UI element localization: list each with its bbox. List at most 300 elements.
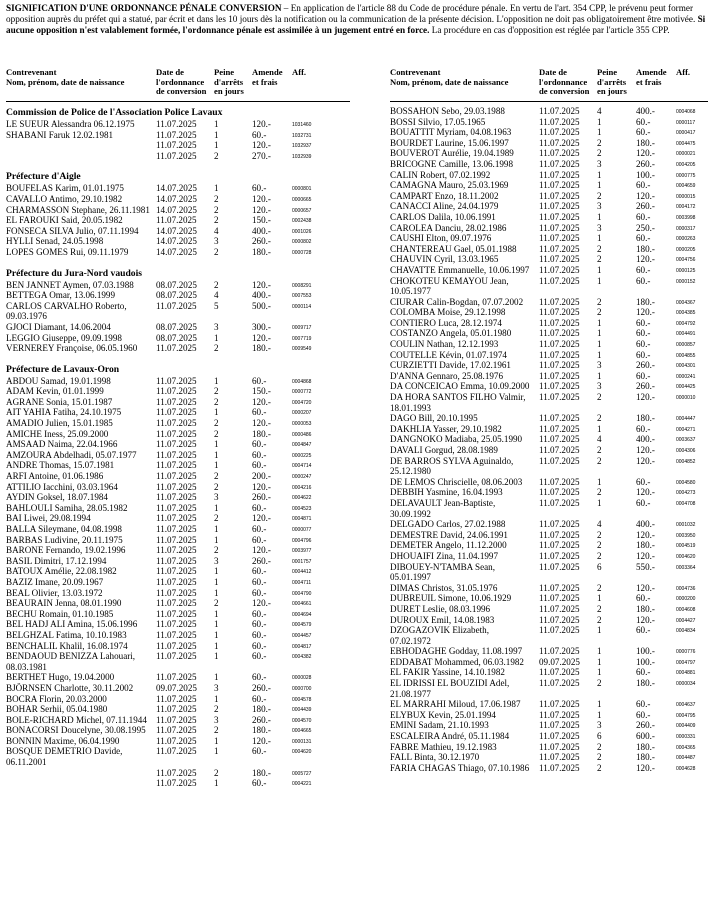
amount: 180.-: [252, 767, 271, 778]
case-number: 0004795: [676, 712, 696, 719]
offender-name: COULIN Nathan, 12.12.1993: [390, 339, 499, 350]
offender-name: CONTIERO Luca, 28.12.1974: [390, 317, 502, 328]
case-number: 0004385: [676, 310, 696, 317]
order-date: 11.07.2025: [539, 497, 580, 508]
offender-name: CHARMASSON Stephane, 26.11.1981: [6, 204, 150, 215]
order-date: 11.07.2025: [156, 704, 197, 715]
table-row: [6, 619, 350, 630]
offender-name: FONSECA SILVA Julio, 07.11.1994: [6, 225, 139, 236]
notice-title: SIGNIFICATION D'UNE ORDONNANCE PÉNALE CONVERSION: [6, 3, 282, 13]
offender-name: DE BARROS SYLVA Aguinaldo, 25.12.1980: [390, 455, 514, 477]
offender-name: [6, 140, 150, 151]
offender-name: GJOCI Diamant, 14.06.2004: [6, 321, 111, 332]
amount: 60.-: [252, 439, 267, 450]
case-number: 0004439: [292, 707, 312, 714]
case-number: 0004797: [676, 659, 696, 666]
order-date: 11.07.2025: [539, 529, 580, 540]
order-date: 11.07.2025: [156, 492, 197, 503]
order-date: 08.07.2025: [156, 279, 197, 290]
case-number: 0000241: [676, 373, 696, 380]
offender-name: COUTELLE Kévin, 01.07.1974: [390, 349, 507, 360]
penalty-days: 2: [214, 396, 219, 407]
offender-name: DIBOUEY-N'TAMBA Sean, 05.01.1997: [390, 561, 495, 583]
header-amount: Amende et frais: [636, 67, 667, 87]
offender-name: BOUATTIT Myriam, 04.08.1963: [390, 127, 512, 138]
offender-name: EDDABAT Mohammed, 06.03.1982: [390, 656, 524, 667]
table-row: [390, 381, 708, 392]
offender-name: BRICOGNE Camille, 13.06.1998: [390, 158, 514, 169]
case-number: 0004487: [676, 755, 696, 762]
case-number: 0001026: [292, 228, 312, 235]
table-row: [6, 386, 350, 397]
offender-name: EMINI Sadam, 21.10.1993: [390, 720, 489, 731]
table-row: [6, 333, 350, 344]
table-row: [390, 678, 708, 699]
penalty-days: 3: [214, 492, 219, 503]
case-number: 0004570: [292, 717, 312, 724]
penalty-days: 1: [214, 183, 219, 194]
order-date: 11.07.2025: [539, 731, 580, 742]
order-date: 11.07.2025: [156, 140, 197, 151]
case-number: 0004205: [676, 161, 696, 168]
offender-name: DEBBIH Yasmine, 16.04.1993: [390, 487, 503, 498]
order-date: 11.07.2025: [156, 150, 197, 161]
case-number: 0004714: [292, 463, 312, 470]
case-number: 0004447: [676, 416, 696, 423]
header-date: Date de l'ordonnance de conversion: [156, 67, 207, 97]
table-row: [390, 106, 708, 117]
amount: 60.-: [252, 524, 267, 534]
offender-name: HYLLI Senad, 24.05.1998: [6, 236, 104, 247]
offender-name: BARBAS Ludivine, 20.11.1975: [6, 534, 123, 545]
case-number: 0004409: [676, 723, 696, 730]
table-row: [390, 138, 708, 149]
amount: 500.-: [252, 300, 271, 311]
penalty-days: 1: [597, 264, 602, 275]
table-row: [390, 212, 708, 223]
table-row: [390, 191, 708, 202]
amount: 60.-: [252, 375, 267, 386]
amount: 100.-: [636, 646, 655, 657]
table-row: [390, 477, 708, 488]
order-date: 11.07.2025: [539, 413, 580, 424]
offender-name: ESCALEIRA André, 05.11.1984: [390, 731, 510, 742]
header-amount: Amende et frais: [252, 67, 283, 87]
penalty-days: 1: [214, 629, 219, 640]
offender-name: DAVALI Gorgud, 28.08.1989: [390, 445, 498, 455]
table-row: [390, 763, 708, 774]
order-date: 11.07.2025: [156, 651, 197, 662]
penalty-days: 1: [214, 619, 219, 630]
penalty-days: 1: [214, 576, 219, 587]
order-date: 11.07.2025: [539, 360, 580, 371]
penalty-days: 4: [214, 225, 219, 236]
amount: 260.-: [636, 201, 655, 212]
order-date: 11.07.2025: [156, 502, 197, 513]
table-row: [6, 301, 350, 322]
table-row: [6, 280, 350, 291]
offender-name: CALIN Robert, 07.02.1992: [390, 169, 491, 180]
order-date: 09.07.2025: [539, 656, 580, 667]
penalty-days: 1: [597, 317, 602, 328]
case-number: 0000700: [292, 685, 312, 692]
offender-name: BEAURAIN Jenna, 08.01.1990: [6, 598, 122, 609]
case-number: 0000117: [676, 119, 696, 126]
penalty-days: 1: [597, 169, 602, 180]
order-date: 11.07.2025: [539, 106, 580, 116]
case-number: 0004578: [292, 696, 312, 703]
offender-name: AGRANE Sonia, 15.01.1987: [6, 396, 113, 407]
offender-name: BOSQUE DEMETRIO Davide, 06.11.2001: [6, 746, 123, 768]
table-row: [6, 376, 350, 387]
offender-name: DUBREUIL Simone, 10.06.1929: [390, 593, 512, 604]
case-number: 0004736: [676, 585, 696, 592]
table-row: [6, 556, 350, 567]
amount: 260.-: [252, 492, 271, 503]
case-number: 0000775: [676, 172, 696, 179]
header-date: Date de l'ordonnance de conversion: [539, 67, 590, 97]
table-row: [390, 615, 708, 626]
amount: 60.-: [252, 619, 267, 630]
order-date: 11.07.2025: [156, 640, 197, 651]
order-date: 11.07.2025: [539, 519, 580, 530]
offender-name: ELYBUX Kevin, 25.01.1994: [390, 709, 496, 720]
order-date: 11.07.2025: [539, 434, 580, 445]
amount: 120.-: [636, 550, 655, 561]
case-number: 0001757: [292, 558, 312, 565]
penalty-days: 6: [597, 561, 602, 572]
offender-name: BONNIN Maxime, 06.04.1990: [6, 735, 120, 746]
amount: 60.-: [252, 587, 267, 598]
amount: 400.-: [252, 290, 271, 301]
order-date: 11.07.2025: [539, 328, 580, 339]
table-row: [390, 625, 708, 646]
penalty-days: 2: [214, 150, 219, 161]
penalty-days: 2: [597, 752, 602, 763]
order-date: 11.07.2025: [156, 449, 197, 460]
offender-name: CIURAR Calin-Bogdan, 07.07.2002: [390, 296, 524, 307]
notice-bold-text: Si aucune opposition n'est valablement formée, l'ordonnance pénale est assimilée à un jugement entré en force.: [6, 14, 706, 36]
offender-name: BAI Liwei, 29.08.1994: [6, 513, 91, 524]
amount: 150.-: [252, 386, 271, 397]
case-number: 0004659: [676, 183, 696, 190]
penalty-days: 2: [597, 529, 602, 540]
case-number: 0004711: [292, 579, 312, 586]
table-row: [6, 439, 350, 450]
penalty-days: 2: [597, 540, 602, 551]
penalty-days: 5: [214, 300, 219, 311]
order-date: 11.07.2025: [539, 158, 580, 169]
table-row: [6, 205, 350, 216]
amount: 260.-: [636, 381, 655, 392]
order-date: 11.07.2025: [156, 534, 197, 545]
table-row: [6, 768, 350, 779]
table-row: [390, 371, 708, 382]
table-row: [6, 566, 350, 577]
offender-name: [6, 768, 150, 779]
penalty-days: 2: [214, 598, 219, 609]
order-date: 14.07.2025: [156, 236, 197, 247]
offender-name: CURZIETTI Davide, 17.02.1961: [390, 360, 511, 371]
amount: 120.-: [252, 396, 271, 407]
penalty-days: 1: [597, 180, 602, 191]
order-date: 11.07.2025: [156, 386, 197, 397]
case-number: 0004817: [292, 643, 312, 650]
offender-name: DE LEMOS Chriscielle, 08.06.2003: [390, 476, 523, 487]
order-date: 11.07.2025: [156, 396, 197, 407]
order-date: 11.07.2025: [539, 254, 580, 265]
table-row: [6, 226, 350, 237]
amount: 60.-: [252, 407, 267, 418]
penalty-days: 1: [214, 587, 219, 598]
order-date: 11.07.2025: [156, 119, 197, 129]
case-number: 0000772: [292, 389, 312, 396]
penalty-days: 2: [597, 190, 602, 201]
table-row: [390, 519, 708, 530]
amount: 120.-: [252, 418, 271, 429]
case-number: 0004457: [292, 632, 312, 639]
offender-name: BALLA Sileymane, 04.08.1998: [6, 524, 122, 534]
order-date: 11.07.2025: [539, 709, 580, 720]
order-date: 14.07.2025: [156, 193, 197, 204]
offender-name: BOURDET Laurine, 15.06.1997: [390, 137, 509, 148]
order-date: 11.07.2025: [539, 392, 580, 403]
table-row: [6, 651, 350, 672]
order-date: 11.07.2025: [156, 735, 197, 746]
amount: 400.-: [636, 434, 655, 445]
case-number: 0004852: [676, 458, 696, 465]
amount: 120.-: [636, 529, 655, 540]
amount: 600.-: [636, 731, 655, 742]
penalty-days: 2: [214, 215, 219, 226]
amount: 60.-: [636, 709, 651, 720]
case-number: 0004271: [676, 426, 696, 433]
notice-legal-basis: – En application de l'article 88 du Code de procédure pénale.: [281, 3, 508, 13]
amount: 60.-: [636, 497, 651, 508]
amount: 260.-: [636, 158, 655, 169]
order-date: 11.07.2025: [156, 693, 197, 704]
order-date: 11.07.2025: [539, 296, 580, 307]
amount: 120.-: [636, 445, 655, 455]
header-aff: Aff.: [676, 67, 691, 77]
order-date: 11.07.2025: [156, 215, 197, 226]
order-date: 11.07.2025: [539, 307, 580, 318]
penalty-days: 3: [597, 360, 602, 371]
penalty-days: 1: [214, 119, 219, 129]
case-number: 0004427: [676, 617, 696, 624]
order-date: 11.07.2025: [156, 767, 197, 778]
table-row: [390, 456, 708, 477]
offender-name: BOUFELAS Karim, 01.01.1975: [6, 183, 124, 194]
table-row: [6, 322, 350, 333]
case-number: 0000200: [676, 596, 696, 603]
order-date: 11.07.2025: [156, 566, 197, 577]
table-row: [390, 117, 708, 128]
order-date: 11.07.2025: [156, 672, 197, 683]
case-number: 0004855: [676, 352, 696, 359]
order-date: 11.07.2025: [156, 460, 197, 471]
section-title: Préfecture de Lavaux-Oron: [6, 363, 120, 375]
table-row: [390, 530, 708, 541]
offender-name: BOHAR Serhii, 05.04.1980: [6, 704, 108, 715]
penalty-days: 2: [214, 386, 219, 397]
amount: 100.-: [636, 169, 655, 180]
table-row: [6, 140, 350, 151]
penalty-days: 2: [214, 279, 219, 290]
penalty-days: 2: [214, 545, 219, 556]
case-number: 0000331: [676, 734, 696, 741]
case-number: 1031460: [292, 122, 312, 128]
header-aff: Aff.: [292, 67, 307, 77]
table-row: [390, 223, 708, 234]
offender-name: BAZIZ Imane, 20.09.1967: [6, 576, 104, 587]
amount: 60.-: [252, 629, 267, 640]
amount: 180.-: [636, 413, 655, 424]
case-number: 0000263: [676, 236, 696, 243]
offender-name: AMICHE Iness, 25.09.2000: [6, 428, 109, 439]
case-number: 1032939: [292, 153, 312, 160]
case-number: 0004580: [676, 479, 696, 486]
order-date: 11.07.2025: [539, 561, 580, 572]
case-number: 0004756: [676, 257, 696, 264]
order-date: 14.07.2025: [156, 183, 197, 194]
amount: 180.-: [636, 137, 655, 148]
table-row: [6, 513, 350, 524]
offender-name: SHABANI Faruk 12.02.1981: [6, 129, 114, 140]
case-number: 0004720: [292, 399, 312, 406]
header-penalty: Peine d'arrêts en jours: [214, 67, 244, 97]
table-row: [390, 657, 708, 668]
offender-name: LOPES GOMES Rui, 09.11.1979: [6, 246, 129, 257]
order-date: 11.07.2025: [156, 418, 197, 429]
table-row: [6, 725, 350, 736]
amount: 120.-: [636, 148, 655, 159]
penalty-days: 3: [597, 158, 602, 169]
case-number: 0000802: [292, 239, 312, 246]
order-date: 11.07.2025: [539, 699, 580, 710]
amount: 60.-: [636, 667, 651, 678]
penalty-days: 2: [597, 243, 602, 254]
amount: 120.-: [636, 190, 655, 201]
penalty-days: 2: [597, 603, 602, 614]
case-number: 0001032: [676, 522, 696, 529]
case-number: 0000114: [292, 303, 312, 310]
order-date: 11.07.2025: [539, 487, 580, 498]
penalty-days: 2: [214, 246, 219, 257]
section-title: Commission de Police de l'Association Police Lavaux: [6, 107, 223, 118]
amount: 60.-: [252, 460, 267, 471]
table-row: [390, 254, 708, 265]
order-date: 11.07.2025: [156, 343, 197, 354]
order-date: 11.07.2025: [156, 576, 197, 587]
penalty-days: 1: [597, 593, 602, 604]
case-number: 0004622: [292, 495, 312, 502]
case-number: 0004068: [676, 109, 696, 115]
penalty-days: 3: [214, 321, 219, 332]
amount: 260.-: [252, 714, 271, 725]
amount: 60.-: [252, 129, 267, 140]
case-number: 0000125: [676, 267, 696, 274]
amount: 60.-: [636, 275, 651, 286]
amount: 60.-: [636, 423, 651, 434]
penalty-days: 2: [597, 148, 602, 159]
amount: 120.-: [252, 332, 271, 343]
amount: 550.-: [636, 561, 655, 572]
offender-name: DANGNOKO Madiaba, 25.05.1990: [390, 434, 523, 445]
offender-name: FARIA CHAGAS Thiago, 07.10.1986: [390, 762, 530, 773]
notice-end-text: La procédure en cas d'opposition est réglée par l'article 355 CPP.: [429, 25, 670, 36]
order-date: 11.07.2025: [156, 300, 197, 311]
header-name: Contrevenant Nom, prénom, date de naissance: [390, 67, 509, 87]
order-date: 11.07.2025: [539, 455, 580, 466]
case-number: 0004306: [676, 448, 696, 454]
order-date: 11.07.2025: [156, 608, 197, 619]
penalty-days: 4: [597, 106, 602, 116]
table-row: [6, 482, 350, 493]
table-row: [6, 641, 350, 652]
amount: 60.-: [636, 211, 651, 222]
amount: 60.-: [636, 476, 651, 487]
offender-name: COSTANZO Angela, 05.01.1980: [390, 328, 512, 339]
case-number: 0004221: [292, 781, 312, 788]
table-row: [390, 307, 708, 318]
table-row: [6, 736, 350, 747]
penalty-days: 2: [597, 550, 602, 561]
penalty-days: 1: [214, 332, 219, 343]
case-number: 0003977: [292, 548, 312, 555]
header-rule: [6, 101, 350, 102]
offender-name: LE SUEUR Alessandra 06.12.1975: [6, 119, 135, 129]
penalty-days: 2: [597, 762, 602, 773]
offender-name: FABRE Mathieu, 19.12.1983: [390, 741, 497, 752]
amount: 60.-: [636, 699, 651, 710]
case-number: 0004620: [676, 553, 696, 560]
order-date: 11.07.2025: [156, 428, 197, 439]
table-row: [390, 244, 708, 255]
table-row: [6, 503, 350, 514]
order-date: 11.07.2025: [156, 129, 197, 140]
amount: 180.-: [252, 246, 271, 257]
table-row: [390, 604, 708, 615]
order-date: 11.07.2025: [539, 741, 580, 752]
table-row: [390, 731, 708, 742]
offender-name: DURET Leslie, 08.03.1996: [390, 603, 491, 614]
penalty-days: 3: [214, 682, 219, 693]
penalty-days: 1: [597, 625, 602, 636]
penalty-days: 1: [597, 328, 602, 339]
table-row: [390, 710, 708, 721]
table-row: [390, 646, 708, 657]
amount: 180.-: [636, 243, 655, 254]
amount: 270.-: [252, 150, 271, 161]
penalty-days: 2: [597, 392, 602, 403]
case-number: 0000801: [292, 186, 312, 193]
case-number: 0004661: [292, 601, 312, 608]
order-date: 11.07.2025: [539, 349, 580, 360]
amount: 60.-: [636, 264, 651, 275]
case-number: 0004382: [292, 654, 312, 661]
amount: 60.-: [636, 349, 651, 360]
order-date: 11.07.2025: [156, 555, 197, 566]
penalty-days: 1: [597, 349, 602, 360]
penalty-days: 2: [214, 767, 219, 778]
offender-name: BEAL Olivier, 13.03.1972: [6, 587, 103, 598]
offender-name: DELGADO Carlos, 27.02.1988: [390, 519, 506, 530]
amount: 60.-: [252, 778, 267, 789]
offender-name: BOSSAHON Sebo, 29.03.1988: [390, 106, 505, 116]
table-row: [6, 429, 350, 440]
case-number: 0008291: [292, 282, 312, 289]
